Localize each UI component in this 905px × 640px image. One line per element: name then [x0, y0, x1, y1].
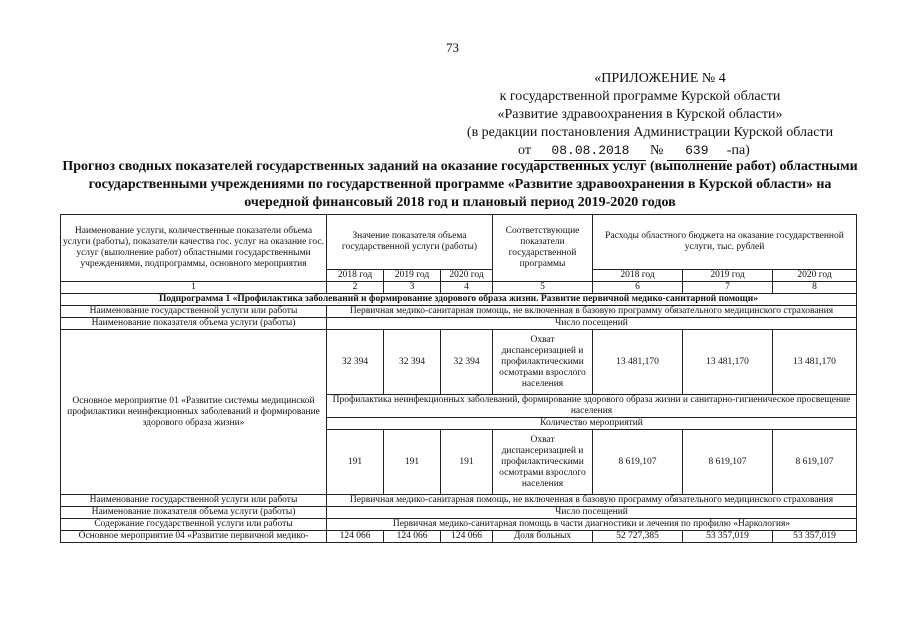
service-name-label: Наименование государственной услуги или работы [61, 495, 327, 507]
header-volume-value: Значение показателя объема государственной услуги (работы) [327, 215, 493, 270]
appendix-program-line: к государственной программе Курской области [499, 89, 781, 104]
col-num: 4 [441, 282, 493, 294]
expense-2018: 13 481,170 [593, 330, 683, 395]
appendix-header [380, 70, 900, 161]
header-year-2019: 2019 год [384, 270, 441, 282]
volume-label: Наименование показателя объема услуги (работы) [61, 507, 327, 519]
header-year-2020: 2020 год [441, 270, 493, 282]
header-exp-year-2019: 2019 год [683, 270, 773, 282]
table-row [61, 306, 857, 318]
service-name-value: Первичная медико-санитарная помощь, не включенная в базовую программу обязательного медицинского страхования [327, 495, 857, 507]
value-2020: 124 066 [441, 531, 493, 543]
appendix-edition-line: (в редакции постановления Администрации Курской области [466, 125, 834, 140]
work-name-value: Профилактика неинфекционных заболеваний, формирование здорового образа жизни и санитарно-гигиеническое просвещение населения [327, 395, 857, 418]
table-header-row [61, 215, 857, 270]
value-2020: 32 394 [441, 330, 493, 395]
subprogram-title: Подпрограмма 1 «Профилактика заболеваний и формирование здорового образа жизни. Развитие первичной медико-санитарной помощи» [61, 294, 857, 306]
expense-2020: 53 357,019 [773, 531, 857, 543]
from-label: от [518, 143, 531, 158]
value-2018: 124 066 [327, 531, 384, 543]
col-num: 2 [327, 282, 384, 294]
value-2020: 191 [441, 430, 493, 495]
service-name-label: Наименование государственной услуги или работы [61, 306, 327, 318]
col-num: 8 [773, 282, 857, 294]
table-row [61, 495, 857, 507]
col-num: 3 [384, 282, 441, 294]
expense-2019: 53 357,019 [683, 531, 773, 543]
value-2018: 191 [327, 430, 384, 495]
volume-value: Число посещений [327, 318, 857, 330]
event-01-name: Основное мероприятие 01 «Развитие системы медицинской профилактики неинфекционных заболеваний и формирование здорового образа жизни» [61, 330, 327, 495]
table-row [61, 531, 857, 543]
col-num: 1 [61, 282, 327, 294]
decree-number: 639 [667, 142, 727, 161]
header-service-name: Наименование услуги, количественные показатели объема услуги (работы), показатели качества гос. услуг на оказание гос. услуг (выполнение работ) областными государственными учреждениями, подпрограммы, основного мероприятия [61, 215, 327, 282]
value-2019: 32 394 [384, 330, 441, 395]
expense-2019: 13 481,170 [683, 330, 773, 395]
header-exp-year-2018: 2018 год [593, 270, 683, 282]
number-label: № [649, 143, 664, 158]
volume-label: Наименование показателя объема услуги (работы) [61, 318, 327, 330]
appendix-program-name: «Развитие здравоохранения в Курской области» [497, 107, 783, 122]
value-2019: 191 [384, 430, 441, 495]
col-num: 5 [493, 282, 593, 294]
header-exp-year-2020: 2020 год [773, 270, 857, 282]
program-indicator: Охват диспансеризацией и профилактическими осмотрами взрослого населения [493, 330, 593, 395]
content-value: Первичная медико-санитарная помощь в части диагностики и лечения по профилю «Наркология» [327, 519, 857, 531]
appendix-title: «ПРИЛОЖЕНИЕ № 4 [594, 71, 726, 86]
table-column-numbers [61, 282, 857, 294]
table-row [61, 318, 857, 330]
value-2018: 32 394 [327, 330, 384, 395]
service-name-value: Первичная медико-санитарная помощь, не включенная в базовую программу обязательного медицинского страхования [327, 306, 857, 318]
event-04-name: Основное мероприятие 04 «Развитие первичной медико- [61, 531, 327, 543]
expense-2018: 52 727,385 [593, 531, 683, 543]
header-budget-expense: Расходы областного бюджета на оказание государственной услуги, тыс. рублей [593, 215, 857, 270]
decree-date: 08.08.2018 [534, 142, 646, 161]
volume-value: Количество мероприятий [327, 418, 857, 430]
page-number: 73 [446, 40, 459, 55]
value-2019: 124 066 [384, 531, 441, 543]
number-suffix: -па) [726, 143, 750, 158]
table-row [61, 519, 857, 531]
table-row [61, 507, 857, 519]
header-program-indicator: Соответствующие показатели государственной программы [493, 215, 593, 282]
header-year-2018: 2018 год [327, 270, 384, 282]
program-indicator: Охват диспансеризацией и профилактическими осмотрами взрослого населения [493, 430, 593, 495]
program-indicator: Доля больных [493, 531, 593, 543]
expense-2019: 8 619,107 [683, 430, 773, 495]
table-row [61, 294, 857, 306]
content-label: Содержание государственной услуги или работы [61, 519, 327, 531]
indicators-table [60, 214, 857, 543]
expense-2020: 13 481,170 [773, 330, 857, 395]
table-row [61, 330, 857, 395]
col-num: 6 [593, 282, 683, 294]
document-title: Прогноз сводных показателей государственных заданий на оказание государственных услуг (выполнение работ) областными государственными учреждениями по государственной программе «Развитие здравоохранения в Курской области» на очередной финансовый 2018 год и плановый период 2019-2020 годов [62, 159, 858, 210]
volume-value: Число посещений [327, 507, 857, 519]
col-num: 7 [683, 282, 773, 294]
expense-2020: 8 619,107 [773, 430, 857, 495]
expense-2018: 8 619,107 [593, 430, 683, 495]
